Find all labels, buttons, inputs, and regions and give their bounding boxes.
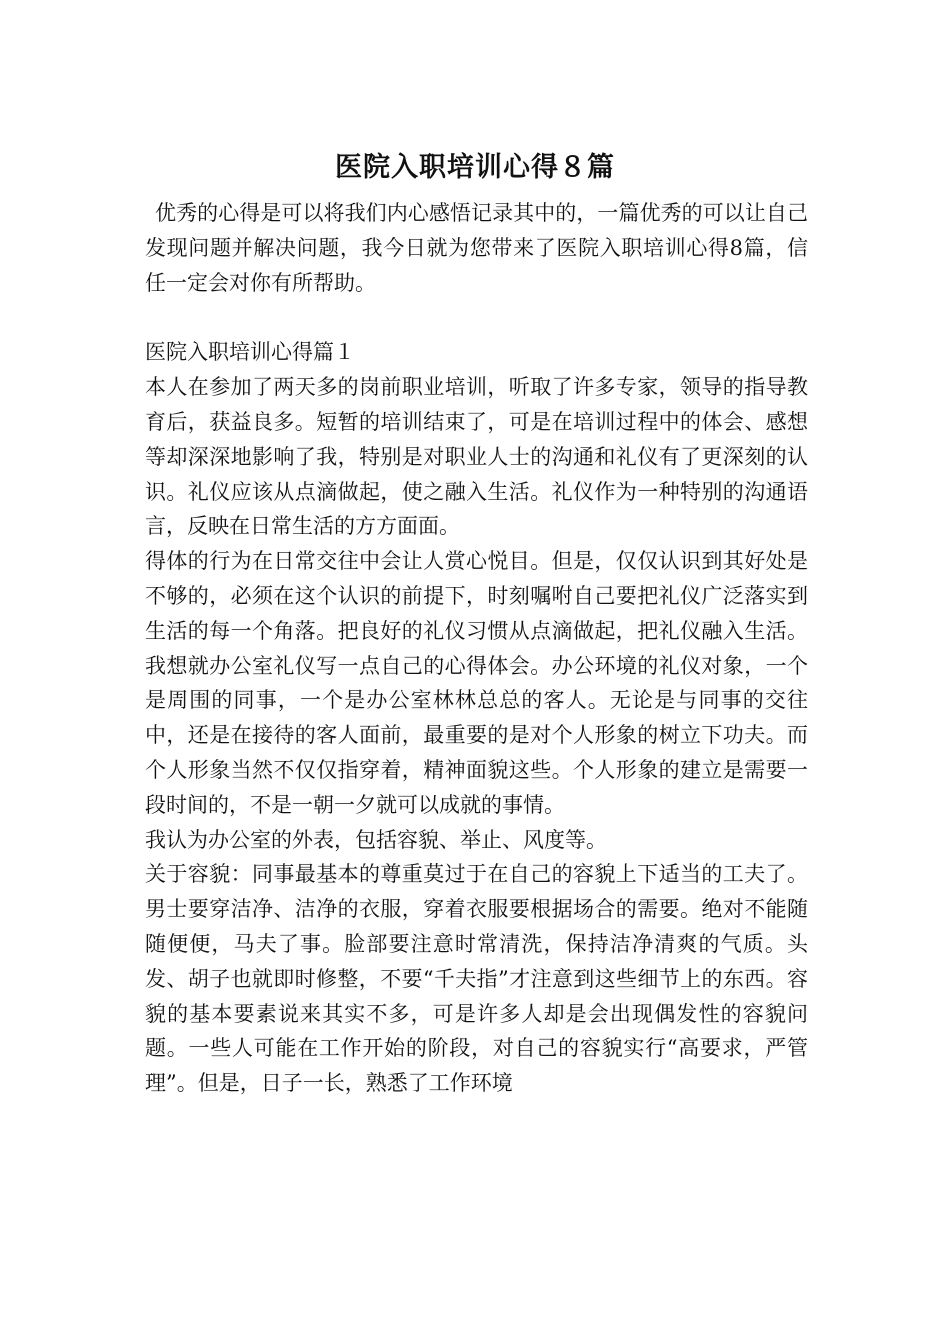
body-paragraph: 得体的行为在日常交往中会让人赏心悦目。但是，仅仅认识到其好处是不够的，必须在这个认识的前提下，时刻嘱咐自己要把礼仪广泛落实到生活的每一个角落。把良好的礼仪习惯从点滴做起，把礼仪融入生活。我想就办公室礼仪写一点自己的心得体会。办公环境的礼仪对象，一个是周围的同事，一个是办公室林林总总的客人。无论是与同事的交往中，还是在接待的客人面前，最重要的是对个人形象的树立下功夫。而个人形象当然不仅仅指穿着，精神面貌这些。个人形象的建立是需要一段时间的，不是一朝一夕就可以成就的事情。 xyxy=(145,549,808,817)
body-paragraph: 本人在参加了两天多的岗前职业培训，听取了许多专家，领导的指导教育后，获益良多。短暂的培训结束了，可是在培训过程中的体会、感想等却深深地影响了我，特别是对职业人士的沟通和礼仪有了更深刻的认识。礼仪应该从点滴做起，使之融入生活。礼仪作为一种特别的沟通语言，反映在日常生活的方方面面。 xyxy=(145,375,808,539)
section-heading: 医院入职培训心得篇１ xyxy=(145,340,355,365)
document-body xyxy=(145,196,808,1101)
body-paragraph: 我认为办公室的外表，包括容貌、举止、风度等。 xyxy=(145,827,607,852)
body-paragraph: 关于容貌：同事最基本的尊重莫过于在自己的容貌上下适当的工夫了。男士要穿洁净、洁净的衣服，穿着衣服要根据场合的需要。绝对不能随随便便，马夫了事。脸部要注意时常清洗，保持洁净清爽的气质。头发、胡子也就即时修整，不要“千夫指”才注意到这些细节上的东西。容貌的基本要素说来其实不多，可是许多人却是会出现偶发性的容貌问题。一些人可能在工作开始的阶段，对自己的容貌实行“高要求，严管理”。但是，日子一长，熟悉了工作环境 xyxy=(145,862,808,1096)
intro-paragraph: 优秀的心得是可以将我们内心感悟记录其中的，一篇优秀的可以让自己发现问题并解决问题，我今日就为您带来了医院入职培训心得8篇，信任一定会对你有所帮助。 xyxy=(145,201,808,295)
paragraph-spacer xyxy=(145,300,808,335)
document-title: 医院入职培训心得８篇 xyxy=(335,152,615,184)
